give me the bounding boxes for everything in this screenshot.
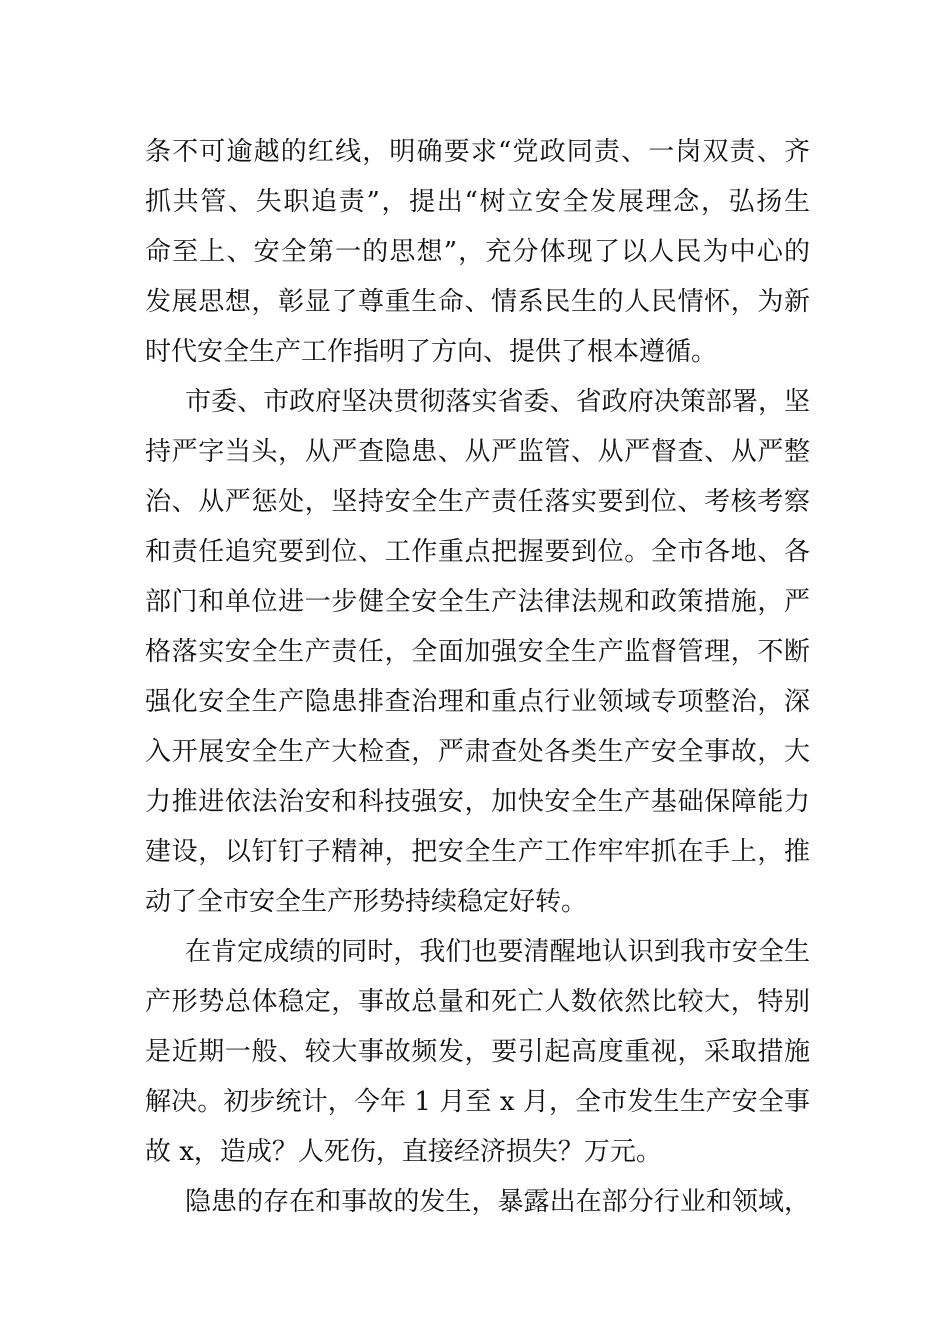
text-line: 强化安全生产隐患排查治理和重点行业领域专项整治，深 <box>145 687 810 717</box>
text-line: 解决。初步统计，今年 1 月至 x 月，全市发生生产安全事 <box>145 1087 810 1117</box>
text-line: 部门和单位进一步健全安全生产法律法规和政策措施，严 <box>145 587 810 617</box>
text-line: 产形势总体稳定，事故总量和死亡人数依然比较大，特别 <box>145 987 810 1017</box>
document-body <box>145 127 810 1227</box>
text-line: 治、从严惩处，坚持安全生产责任落实要到位、考核考察 <box>145 487 810 517</box>
text-line: 动了全市安全生产形势持续稳定好转。 <box>145 887 588 917</box>
text-line: 故 x，造成？人死伤，直接经济损失？万元。 <box>145 1137 662 1167</box>
text-line: 是近期一般、较大事故频发，要引起高度重视，采取措施 <box>145 1037 810 1067</box>
text-line: 在肯定成绩的同时，我们也要清醒地认识到我市安全生 <box>185 937 810 967</box>
text-line: 市委、市政府坚决贯彻落实省委、省政府决策部署，坚 <box>185 387 810 417</box>
text-line: 入开展安全生产大检查，严肃查处各类生产安全事故，大 <box>145 737 810 767</box>
text-line: 力推进依法治安和科技强安，加快安全生产基础保障能力 <box>145 787 810 817</box>
text-line: 命至上、安全第一的思想”，充分体现了以人民为中心的 <box>145 237 810 267</box>
text-line: 发展思想，彰显了尊重生命、情系民生的人民情怀，为新 <box>145 287 810 317</box>
text-line: 建设，以钉钉子精神，把安全生产工作牢牢抓在手上，推 <box>145 837 810 867</box>
text-line: 时代安全生产工作指明了方向、提供了根本遵循。 <box>145 337 718 367</box>
text-line: 格落实安全生产责任，全面加强安全生产监督管理，不断 <box>145 637 810 667</box>
paragraph-1 <box>145 127 810 377</box>
text-line: 和责任追究要到位、工作重点把握要到位。全市各地、各 <box>145 537 810 567</box>
paragraph-4 <box>145 1177 810 1227</box>
text-line: 持严字当头，从严查隐患、从严监管、从严督查、从严整 <box>145 437 810 467</box>
text-line: 条不可逾越的红线，明确要求“党政同责、一岗双责、齐 <box>145 137 810 167</box>
text-line: 隐患的存在和事故的发生，暴露出在部分行业和领域， <box>185 1187 810 1217</box>
text-line: 抓共管、失职追责”，提出“树立安全发展理念，弘扬生 <box>145 187 810 217</box>
paragraph-2 <box>145 377 810 927</box>
paragraph-3 <box>145 927 810 1177</box>
